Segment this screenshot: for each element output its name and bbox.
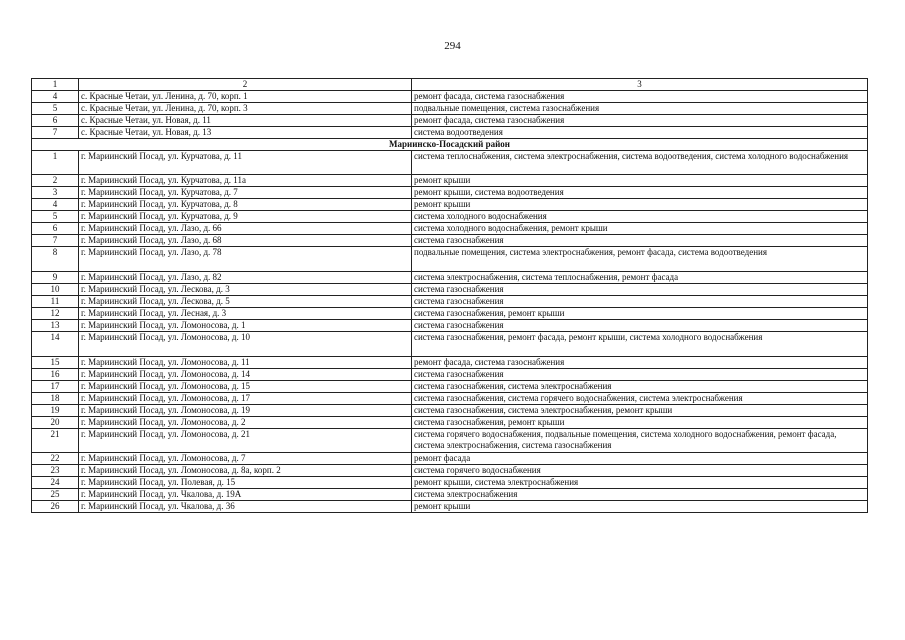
row-address: г. Мариинский Посад, ул. Лазо, д. 68 <box>79 235 412 247</box>
row-number: 6 <box>32 115 79 127</box>
row-address: г. Мариинский Посад, ул. Ломоносова, д. 19 <box>79 405 412 417</box>
table-row <box>32 357 868 369</box>
row-number: 25 <box>32 489 79 501</box>
row-address: г. Мариинский Посад, ул. Лазо, д. 82 <box>79 272 412 284</box>
row-number: 5 <box>32 211 79 223</box>
row-work: ремонт крыши, система водоотведения <box>412 187 868 199</box>
column-header-1: 1 <box>32 79 79 91</box>
table-row <box>32 127 868 139</box>
row-work: система газоснабжения, ремонт крыши <box>412 417 868 429</box>
table-row <box>32 369 868 381</box>
row-number: 7 <box>32 235 79 247</box>
table-row <box>32 272 868 284</box>
row-number: 26 <box>32 501 79 513</box>
row-number: 14 <box>32 332 79 357</box>
column-header-2: 2 <box>79 79 412 91</box>
row-work: система холодного водоснабжения <box>412 211 868 223</box>
row-work: система электроснабжения, система теплоснабжения, ремонт фасада <box>412 272 868 284</box>
table-row <box>32 501 868 513</box>
row-work: система горячего водоснабжения <box>412 465 868 477</box>
row-number: 4 <box>32 199 79 211</box>
table-row <box>32 308 868 320</box>
table-row <box>32 417 868 429</box>
row-number: 22 <box>32 453 79 465</box>
table-row <box>32 115 868 127</box>
row-work: ремонт крыши <box>412 501 868 513</box>
row-number: 19 <box>32 405 79 417</box>
table-row <box>32 393 868 405</box>
row-number: 10 <box>32 284 79 296</box>
table-row <box>32 381 868 393</box>
row-work: ремонт фасада, система газоснабжения <box>412 115 868 127</box>
row-address: с. Красные Четаи, ул. Новая, д. 13 <box>79 127 412 139</box>
row-address: г. Мариинский Посад, ул. Курчатова, д. 8 <box>79 199 412 211</box>
row-work: система газоснабжения <box>412 369 868 381</box>
column-header-3: 3 <box>412 79 868 91</box>
row-address: с. Красные Четаи, ул. Ленина, д. 70, корп. 3 <box>79 103 412 115</box>
row-address: г. Мариинский Посад, ул. Курчатова, д. 7 <box>79 187 412 199</box>
table-row <box>32 187 868 199</box>
row-work: подвальные помещения, система электроснабжения, ремонт фасада, система водоотведения <box>412 247 868 272</box>
row-work: система холодного водоснабжения, ремонт крыши <box>412 223 868 235</box>
row-number: 2 <box>32 175 79 187</box>
row-address: г. Мариинский Посад, ул. Ломоносова, д. 21 <box>79 429 412 453</box>
table-row <box>32 223 868 235</box>
table-row <box>32 332 868 357</box>
row-work: ремонт фасада, система газоснабжения <box>412 357 868 369</box>
row-work: система газоснабжения, система электроснабжения, ремонт крыши <box>412 405 868 417</box>
row-address: с. Красные Четаи, ул. Ленина, д. 70, корп. 1 <box>79 91 412 103</box>
table-row <box>32 199 868 211</box>
row-number: 17 <box>32 381 79 393</box>
row-address: г. Мариинский Посад, ул. Полевая, д. 15 <box>79 477 412 489</box>
table-row <box>32 489 868 501</box>
row-address: г. Мариинский Посад, ул. Ломоносова, д. 2 <box>79 417 412 429</box>
section-row <box>32 139 868 151</box>
table-row <box>32 465 868 477</box>
row-address: г. Мариинский Посад, ул. Ломоносова, д. 14 <box>79 369 412 381</box>
row-number: 23 <box>32 465 79 477</box>
row-number: 7 <box>32 127 79 139</box>
table-row <box>32 405 868 417</box>
row-address: г. Мариинский Посад, ул. Курчатова, д. 11а <box>79 175 412 187</box>
page-number: 294 <box>444 40 461 52</box>
repair-table <box>31 78 868 513</box>
row-address: г. Мариинский Посад, ул. Лазо, д. 66 <box>79 223 412 235</box>
row-work: система газоснабжения <box>412 320 868 332</box>
row-work: ремонт крыши, система электроснабжения <box>412 477 868 489</box>
table-body <box>32 79 868 513</box>
row-address: г. Мариинский Посад, ул. Лескова, д. 3 <box>79 284 412 296</box>
row-work: система теплоснабжения, система электроснабжения, система водоотведения, система холодного водоснабжения <box>412 151 868 175</box>
row-work: система горячего водоснабжения, подвальные помещения, система холодного водоснабжения, ремонт фасада, система электроснабжения, система газоснабжения <box>412 429 868 453</box>
table-row <box>32 151 868 175</box>
row-work: система газоснабжения <box>412 296 868 308</box>
row-number: 13 <box>32 320 79 332</box>
row-address: г. Мариинский Посад, ул. Ломоносова, д. 8а, корп. 2 <box>79 465 412 477</box>
table-row <box>32 211 868 223</box>
row-address: г. Мариинский Посад, ул. Чкалова, д. 36 <box>79 501 412 513</box>
table-row <box>32 284 868 296</box>
row-number: 18 <box>32 393 79 405</box>
row-work: система газоснабжения <box>412 284 868 296</box>
row-address: г. Мариинский Посад, ул. Ломоносова, д. 15 <box>79 381 412 393</box>
row-work: система водоотведения <box>412 127 868 139</box>
row-number: 15 <box>32 357 79 369</box>
row-work: подвальные помещения, система газоснабжения <box>412 103 868 115</box>
row-number: 24 <box>32 477 79 489</box>
row-number: 20 <box>32 417 79 429</box>
table-row <box>32 91 868 103</box>
row-address: г. Мариинский Посад, ул. Ломоносова, д. 7 <box>79 453 412 465</box>
table-row <box>32 247 868 272</box>
row-address: с. Красные Четаи, ул. Новая, д. 11 <box>79 115 412 127</box>
row-number: 1 <box>32 151 79 175</box>
row-number: 9 <box>32 272 79 284</box>
row-address: г. Мариинский Посад, ул. Чкалова, д. 19А <box>79 489 412 501</box>
row-address: г. Мариинский Посад, ул. Ломоносова, д. 17 <box>79 393 412 405</box>
row-work: система газоснабжения <box>412 235 868 247</box>
row-work: ремонт фасада, система газоснабжения <box>412 91 868 103</box>
row-work: система газоснабжения, система горячего водоснабжения, система электроснабжения <box>412 393 868 405</box>
row-address: г. Мариинский Посад, ул. Ломоносова, д. 1 <box>79 320 412 332</box>
row-work: ремонт крыши <box>412 175 868 187</box>
row-work: система электроснабжения <box>412 489 868 501</box>
row-address: г. Мариинский Посад, ул. Лесная, д. 3 <box>79 308 412 320</box>
table-row <box>32 103 868 115</box>
row-number: 3 <box>32 187 79 199</box>
row-number: 6 <box>32 223 79 235</box>
row-work: ремонт фасада <box>412 453 868 465</box>
row-work: ремонт крыши <box>412 199 868 211</box>
section-title: Мариинско-Посадский район <box>32 139 868 151</box>
table-row <box>32 296 868 308</box>
table-row <box>32 429 868 453</box>
row-address: г. Мариинский Посад, ул. Ломоносова, д. 11 <box>79 357 412 369</box>
row-address: г. Мариинский Посад, ул. Лескова, д. 5 <box>79 296 412 308</box>
table-row <box>32 235 868 247</box>
row-number: 8 <box>32 247 79 272</box>
row-address: г. Мариинский Посад, ул. Курчатова, д. 11 <box>79 151 412 175</box>
row-number: 5 <box>32 103 79 115</box>
row-number: 4 <box>32 91 79 103</box>
row-number: 12 <box>32 308 79 320</box>
table-header-row <box>32 79 868 91</box>
row-number: 11 <box>32 296 79 308</box>
row-address: г. Мариинский Посад, ул. Ломоносова, д. 10 <box>79 332 412 357</box>
table-row <box>32 320 868 332</box>
row-work: система газоснабжения, система электроснабжения <box>412 381 868 393</box>
row-address: г. Мариинский Посад, ул. Лазо, д. 78 <box>79 247 412 272</box>
row-number: 16 <box>32 369 79 381</box>
row-work: система газоснабжения, ремонт фасада, ремонт крыши, система холодного водоснабжения <box>412 332 868 357</box>
table-row <box>32 175 868 187</box>
row-address: г. Мариинский Посад, ул. Курчатова, д. 9 <box>79 211 412 223</box>
row-work: система газоснабжения, ремонт крыши <box>412 308 868 320</box>
table-row <box>32 453 868 465</box>
table-row <box>32 477 868 489</box>
row-number: 21 <box>32 429 79 453</box>
